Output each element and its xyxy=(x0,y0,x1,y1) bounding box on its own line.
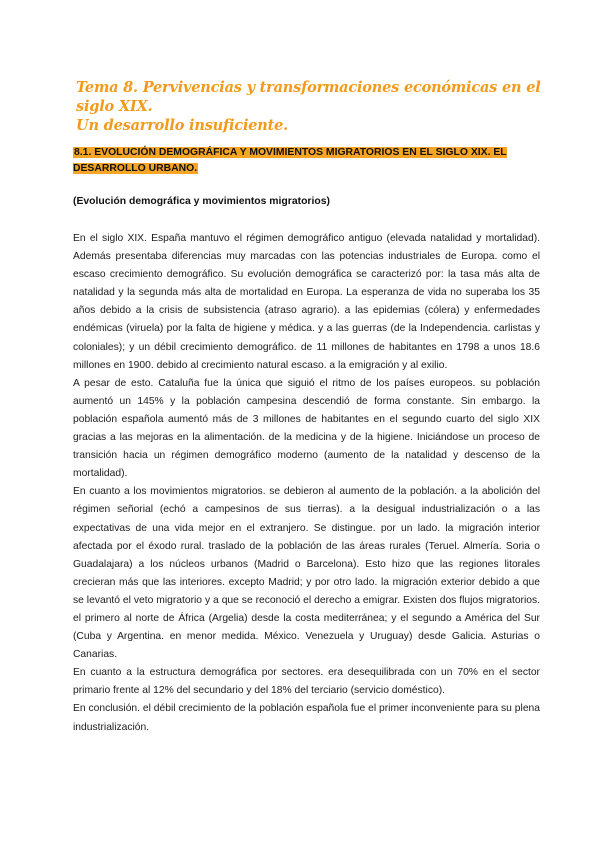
section-heading-text: 8.1. EVOLUCIÓN DEMOGRÁFICA Y MOVIMIENTOS MIGRATORIOS EN EL SIGLO XIX. EL DESARROLLO URBANO. xyxy=(73,147,507,174)
paragraph: En cuanto a la estructura demográfica por sectores. era desequilibrada con un 70% en el sector primario frente al 12% del secundario y del 18% del terciario (servicio doméstico). xyxy=(73,667,540,697)
paragraph: En el siglo XIX. España mantuvo el régimen demográfico antiguo (elevada natalidad y mortalidad). Además presentaba diferencias muy marcadas con las potencias industriales de Europa. como el escaso crecimiento demográfico. Su evolución demográfica se caracterizó por: la tasa más alta de natalidad y la segunda más alta de mortalidad en Europa. La esperanza de vida no superaba los 35 años debido a la crisis de subsistencia (atraso agrario). a las epidemias (cólera) y enfermedades endémicas (viruela) por la falta de higiene y médica. y a las guerras (de la Independencia. carlistas y coloniales); y un débil crecimiento demográfico. de 11 millones de habitantes en 1798 a unos 18.6 millones en 1900. debido al crecimiento natural escaso. a la emigración y al exilio. xyxy=(73,233,540,371)
paragraph: En conclusión. el débil crecimiento de la población española fue el primer inconveniente para su plena industrialización. xyxy=(73,703,540,733)
title-line-1: Tema 8. Pervivencias y transformaciones económicas en el siglo XIX. xyxy=(76,79,541,115)
subheading: (Evolución demográfica y movimientos migratorios) xyxy=(73,196,330,207)
paragraph: En cuanto a los movimientos migratorios. se debieron al aumento de la población. a la abolición del régimen señorial (echó a campesinos de sus tierras). a la desigual industrialización o a las expectativas de una vida mejor en el extranjero. Se distingue. por un lado. la migración interior afectada por el éxodo rural. traslado de la población de las áreas rurales (Teruel. Almería. Soria o Guadalajara) a los núcleos urbanos (Madrid o Barcelona). Esto hizo que las regiones litorales crecieran más que las interiores. excepto Madrid; y por otro lado. la migración exterior debido a que se levantó el veto migratorio y a que se reconoció el derecho a emigrar. Existen dos flujos migratorios. el primero al norte de África (Argelia) desde la costa mediterránea; y el segundo a América del Sur (Cuba y Argentina. en menor medida. México. Venezuela y Uruguay) desde Galicia. Asturias o Canarias. xyxy=(73,486,540,661)
title-line-2: Un desarrollo insuficiente. xyxy=(76,117,289,134)
paragraph: A pesar de esto. Cataluña fue la única que siguió el ritmo de los países europeos. su población aumentó un 145% y la población campesina descendió de forma constante. Sin embargo. la población española aumentó más de 3 millones de habitantes en el segundo cuarto del siglo XIX gracias a las mejoras en la alimentación. de la medicina y de la higiene. Iniciándose un proceso de transición hacia un régimen demográfico moderno (aumento de la natalidad y descenso de la mortalidad). xyxy=(73,377,540,480)
section-heading xyxy=(73,145,538,176)
page-title xyxy=(76,78,546,135)
body-text xyxy=(73,230,540,737)
